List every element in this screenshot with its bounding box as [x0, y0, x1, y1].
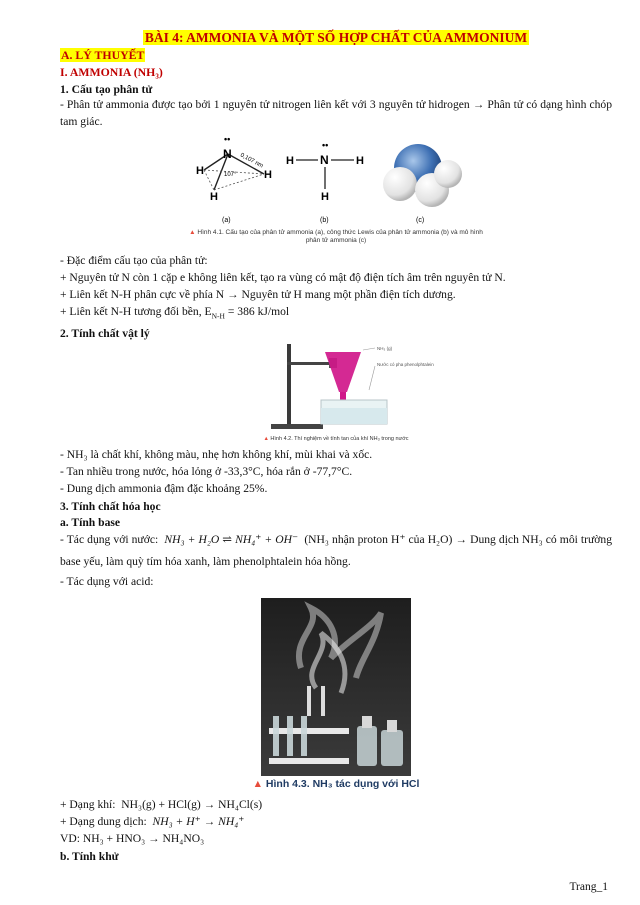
page — [60, 30, 612, 863]
label-a: (a) — [222, 217, 231, 224]
gas-equation: NH₃(g) + HCl(g) → NH₄Cl(s) — [121, 798, 263, 812]
structure-item-4: + Liên kết N-H tương đối bền, $E_{N-H} = 386$ kJ/mol — [60, 305, 290, 321]
lewis-lone-pair: •• — [322, 140, 329, 150]
bond-length-label: 0,107 nm — [239, 152, 264, 170]
structure-item-2: + Nguyên tử N còn 1 cặp e không liên kết, tạo ra vùng có mật độ điện tích âm trên nguyên tử N. — [60, 271, 506, 284]
water-reaction: - Tác dụng với nước: NH₃ + H₂O ⇌ NH₄⁺ + OH⁻ (NH₃ nhận proton H⁺ của H₂O) → Dung dịch NH₃ có môi trường base yếu, làm quỳ tím hóa xanh, làm phenolphtalein hóa hồng. — [60, 533, 612, 569]
heading-base: a. Tính base — [60, 516, 121, 530]
atom-n-a: N — [223, 147, 232, 161]
solution-equation: NH₃ + H⁺ → NH₄⁺ — [152, 815, 245, 829]
heading-chemical: 3. Tính chất hóa học — [60, 500, 161, 514]
heading-structure: 1. Cấu tạo phân tử — [60, 83, 153, 96]
figure-4-1 — [186, 134, 486, 246]
fig2-label-water: Nước có pha phenolphtalein — [377, 362, 434, 368]
figure-4-3-caption: ▲ Hình 4.3. NH₃ tác dụng với HCl — [252, 778, 420, 791]
ammonia-structure-diagram — [186, 134, 486, 226]
physical-item-3: - Dung dịch ammonia đậm đặc khoảng 25%. — [60, 482, 268, 496]
atom-n-b: N — [320, 153, 329, 167]
fig2-label-nh3: NH₃ (g) — [377, 346, 393, 352]
hydrogen-sphere-1 — [383, 167, 417, 201]
lone-pair: •• — [224, 134, 231, 144]
figure-4-2 — [251, 344, 434, 443]
part-1-heading: I. AMMONIA (NH₃) — [60, 65, 163, 79]
heading-reducing: b. Tính khử — [60, 850, 119, 864]
page-number: Trang_1 — [569, 881, 608, 893]
bond-angle-label: 107° — [224, 172, 237, 178]
acid-reaction-label: - Tác dụng với acid: — [60, 575, 154, 589]
atom-h-a2: H — [210, 191, 218, 203]
physical-item-1: - NH₃ là chất khí, không màu, nhẹ hơn không khí, mùi khai và xốc. — [60, 448, 373, 462]
atom-h-a3: H — [264, 169, 272, 181]
atom-h-b3: H — [321, 191, 329, 203]
figure-4-1-caption: ▲ Hình 4.1. Cấu tạo của phân tử ammonia (a), công thức Lewis của phân tử ammonia (b) và mô hình phân tử ammonia (c) — [189, 229, 483, 244]
hydrogen-sphere-3 — [434, 160, 462, 188]
paragraph-structure: - Phân tử ammonia được tạo bởi 1 nguyên tử nitrogen liên kết với 3 nguyên tử hidrogen → Phân tử có dạng hình chóp tam giác. — [60, 98, 612, 128]
structure-item-3: + Liên kết N-H phân cực về phía N → Nguyên tử H mang một phần điện tích dương. — [60, 288, 456, 301]
structure-item-1: - Đặc điểm cấu tạo của phân tử: — [60, 254, 208, 267]
water-equation: NH₃ + H₂O ⇌ NH₄⁺ + OH⁻ — [164, 533, 299, 547]
heading-physical: 2. Tính chất vật lý — [60, 327, 150, 341]
example-reaction: VD: NH₃ + HNO₃ → NH₄NO₃ — [60, 832, 205, 846]
figure-4-3 — [261, 598, 411, 776]
nh3-hcl-photo — [261, 598, 411, 776]
atom-h-a1: H — [196, 165, 204, 177]
solubility-experiment-image — [251, 344, 434, 432]
label-c: (c) — [416, 217, 425, 224]
solution-reaction: + Dạng dung dịch: NH₃ + H⁺ → NH₄⁺ — [60, 815, 245, 829]
gas-reaction: + Dạng khí: NH₃(g) + HCl(g) → NH₄Cl(s) — [60, 798, 263, 812]
physical-item-2: - Tan nhiều trong nước, hóa lỏng ở -33,3°C, hóa rắn ở -77,7°C. — [60, 465, 353, 479]
atom-h-b2: H — [356, 155, 364, 167]
section-a-heading: A. LÝ THUYẾT — [61, 48, 145, 62]
figure-4-2-caption: ▲ Hình 4.2. Thí nghiệm về tính tan của khí NH₃ trong nước — [263, 436, 409, 443]
lesson-title: BÀI 4: AMMONIA VÀ MỘT SỐ HỢP CHẤT CỦA AMMONIUM — [144, 30, 528, 45]
label-b: (b) — [320, 217, 329, 224]
atom-h-b1: H — [286, 155, 294, 167]
